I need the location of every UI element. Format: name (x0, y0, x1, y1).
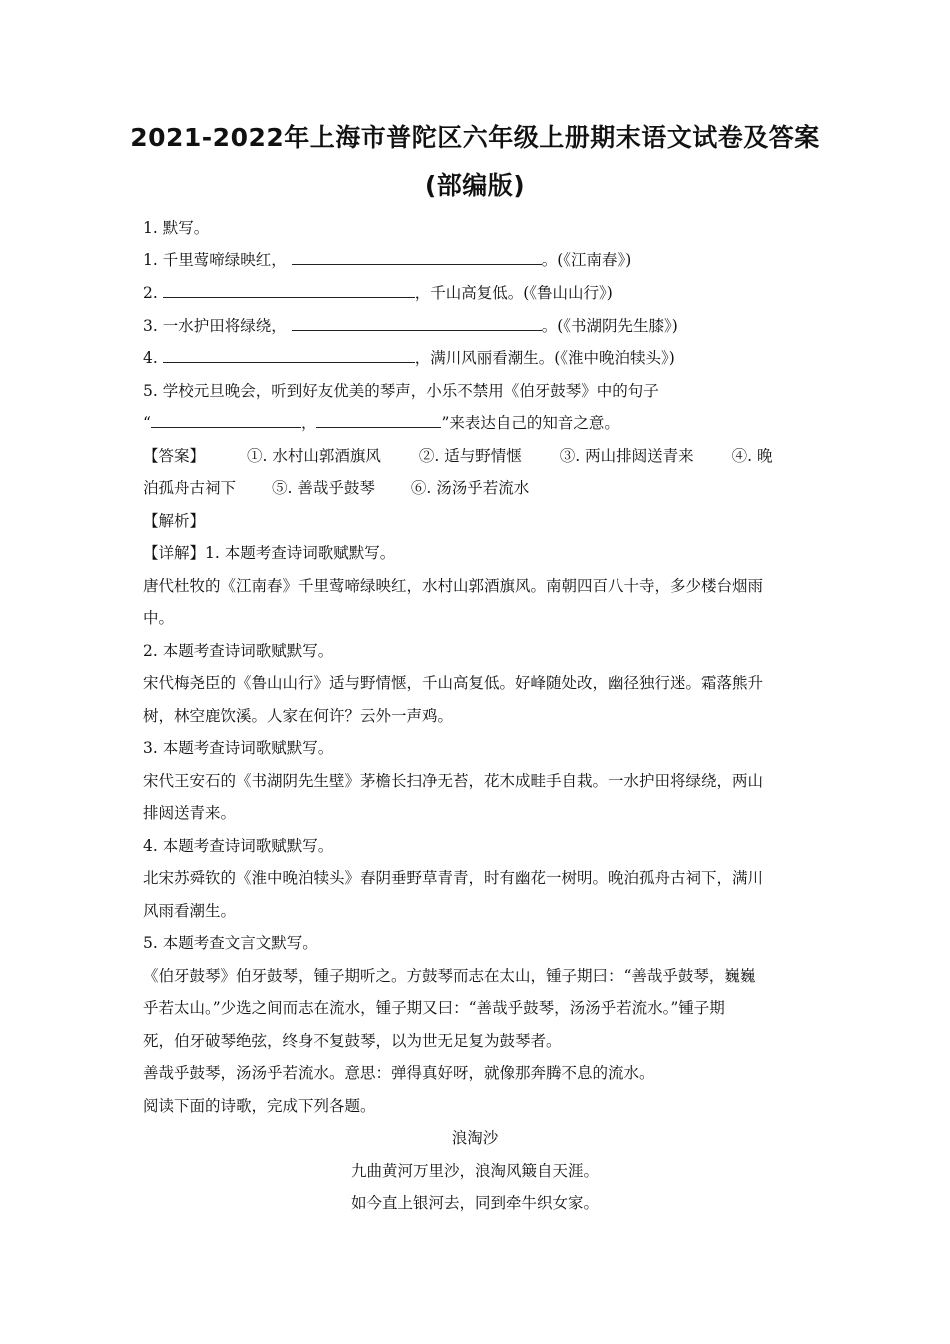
analysis-line: 宋代王安石的《书湖阴先生壁》茅檐长扫净无苔，花木成畦手自栽。一水护田将绿绕，两山 (143, 772, 764, 790)
poem-title: 浪淘沙 (451, 1129, 499, 1147)
analysis-line: 排闼送青来。 (143, 804, 237, 822)
question-item-3: 3. 一水护田将绿绕， 。(《书湖阴先生膝》) (143, 317, 678, 335)
question-item-5-blanks: “ ， ”来表达自己的知音之意。 (143, 414, 620, 432)
analysis-line: 北宋苏舜钦的《淮中晚泊犊头》春阴垂野草青青，时有幽花一树明。晚泊孤舟古祠下，满川 (143, 869, 764, 887)
analysis-line: 善哉乎鼓琴，汤汤乎若流水。意思：弹得真好呀，就像那奔腾不息的流水。 (143, 1064, 655, 1082)
analysis-line: 中。 (143, 609, 175, 627)
question-item-5: 5. 学校元旦晚会，听到好友优美的琴声，小乐不禁用《伯牙鼓琴》中的句子 (143, 382, 659, 400)
analysis-line: 唐代杜牧的《江南春》千里莺啼绿映红，水村山郭酒旗风。南朝四百八十寺，多少楼台烟雨 (143, 577, 764, 595)
analysis-line: 3. 本题考查诗词歌赋默写。 (143, 739, 334, 757)
question-item-4: 4. ，满川风丽看潮生。(《淮中晚泊犊头》) (143, 349, 675, 367)
analysis-line: 【详解】1. 本题考查诗词歌赋默写。 (143, 544, 396, 562)
answer-item: ⑥. 汤汤乎若流水 (410, 479, 530, 497)
analysis-line: 死，伯牙破琴绝弦，终身不复鼓琴，以为世无足复为鼓琴者。 (143, 1032, 562, 1050)
analysis-label: 【解析】 (143, 512, 206, 530)
answer-blank (316, 413, 441, 428)
answer-blank (151, 413, 301, 428)
answer-blank (292, 250, 542, 265)
reading-instruction: 阅读下面的诗歌，完成下列各题。 (143, 1097, 376, 1115)
poem-line: 九曲黄河万里沙，浪淘风簸自天涯。 (350, 1162, 599, 1180)
analysis-line: 2. 本题考查诗词歌赋默写。 (143, 642, 334, 660)
answer-blank (163, 348, 415, 363)
question-heading: 1. 默写。 (143, 219, 210, 237)
document-subtitle: (部编版) (424, 171, 526, 200)
answer-item: ②. 适与野情惬 (418, 447, 522, 465)
question-item-2: 2. ，千山高复低。(《鲁山山行》) (143, 284, 613, 302)
answer-item: ①. 水村山郭酒旗风 (247, 447, 381, 465)
answer-blank (163, 283, 415, 298)
document-title: 2021-2022年上海市普陀区六年级上册期末语文试卷及答案 (130, 123, 820, 152)
answer-item: 泊孤舟古祠下 (143, 479, 237, 497)
analysis-line: 《伯牙鼓琴》伯牙鼓琴，锺子期听之。方鼓琴而志在太山，锺子期曰：“善哉乎鼓琴，巍巍 (143, 967, 756, 985)
analysis-line: 宋代梅尧臣的《鲁山山行》适与野情惬，千山高复低。好峰随处改，幽径独行迷。霜落熊升 (143, 674, 764, 692)
answer-line-1 (143, 446, 813, 466)
answer-item: ④. 晚 (731, 447, 773, 465)
analysis-line: 风雨看潮生。 (143, 902, 237, 920)
answer-line-2 (143, 478, 813, 498)
answer-label: 【答案】 (143, 447, 206, 465)
analysis-line: 树，林空鹿饮溪。人家在何许？云外一声鸡。 (143, 707, 454, 725)
analysis-line: 4. 本题考查诗词歌赋默写。 (143, 837, 334, 855)
answer-item: ③. 两山排闼送青来 (559, 447, 694, 465)
answer-blank (292, 316, 542, 331)
detail-label: 【详解】 (143, 544, 206, 562)
answer-item: ⑤. 善哉乎鼓琴 (272, 479, 375, 497)
poem-line: 如今直上银河去，同到牵牛织女家。 (350, 1194, 599, 1212)
question-item-1: 1. 千里莺啼绿映红， 。(《江南春》) (143, 251, 632, 269)
analysis-line: 5. 本题考查文言文默写。 (143, 934, 318, 952)
analysis-line: 乎若太山。”少选之间而志在流水，锺子期又曰：“善哉乎鼓琴，汤汤乎若流水。”锺子期 (143, 999, 725, 1017)
